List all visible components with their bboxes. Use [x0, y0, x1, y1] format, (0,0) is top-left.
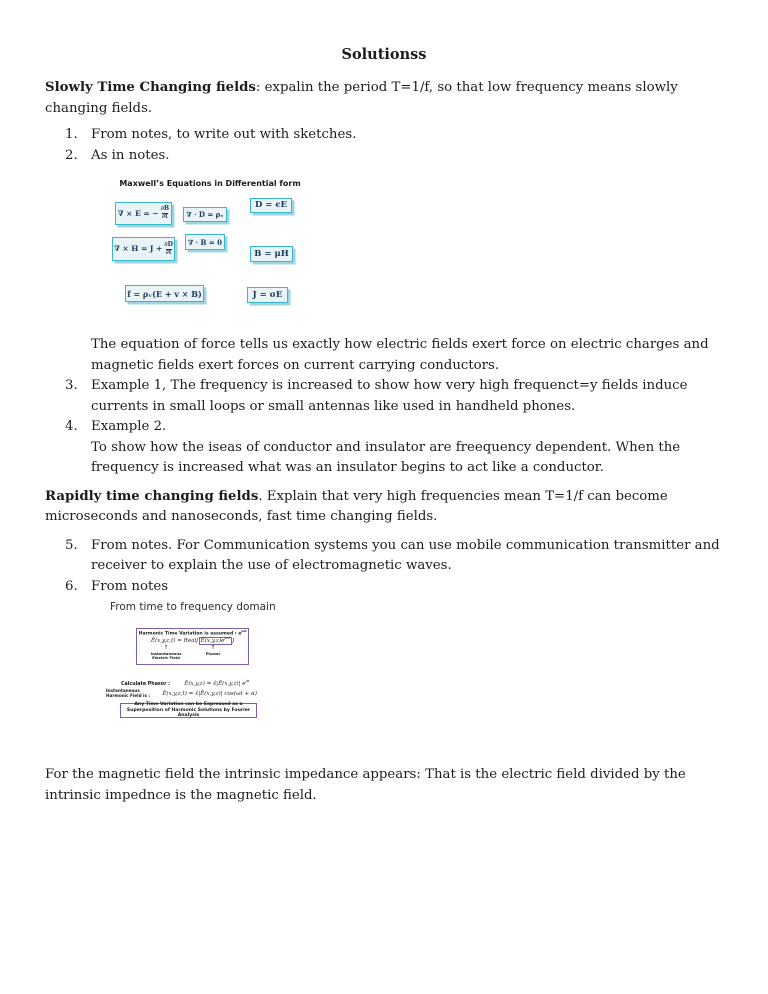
equation-d-epsilon-e: D = ϵE [250, 198, 292, 213]
harmonic-phasor-equation [137, 638, 248, 645]
harmonic-assumption-exponent: jωt [241, 629, 247, 633]
list-item-5-number: 5. [65, 537, 78, 553]
frequency-domain-figure [100, 601, 275, 721]
phasor-term-exponent: jωt [224, 636, 230, 641]
document-title: Solutionss [341, 46, 427, 63]
list-item-6-number: 6. [65, 578, 78, 594]
equation-j-sigma-e: J = σE [247, 287, 288, 303]
list-item-5-text: From notes. For Communication systems you can use mobile communication transmitter and receiver to explain the use of electromagnetic waves. [91, 537, 720, 573]
equation-curl-h-fraction [164, 242, 173, 257]
fourier-analysis-line2: Superposition of Harmonic Solutions by Fourier Analysis [126, 707, 251, 719]
phasor-term-box [199, 636, 235, 645]
paragraph-rapidly-lead: Rapidly time changing fields [45, 488, 259, 504]
calculate-phasor-label: Calculate Phasor : [121, 682, 171, 687]
equation-curl-e-denominator: ∂t [161, 213, 168, 220]
list-item-1-text: From notes, to write out with sketches. [91, 127, 357, 142]
harmonic-equation-post: ] [231, 638, 235, 645]
instantaneous-field-callout [145, 646, 187, 660]
harmonic-variation-box [136, 628, 249, 665]
equation-curl-h-pre: ∇ × H = J + [114, 244, 163, 254]
list-item-4 [45, 417, 723, 438]
instantaneous-field-label-line2: Harmonic Field is : [106, 693, 151, 699]
equation-b-mu-h: B = μH [250, 246, 293, 262]
list-item-2 [45, 146, 723, 167]
list-item-1 [45, 125, 723, 146]
paragraph-intrinsic-impedance: For the magnetic field the intrinsic impedance appears: That is the electric field divided by the intrinsic impednce is the magnetic field. [45, 767, 686, 803]
list-item-6 [45, 577, 723, 598]
instantaneous-label-line1: Instantaneous [150, 650, 182, 656]
calculate-phasor-equation-body: Ē(x,y,z) = x̂|Ē(x,y,z)| e [184, 681, 246, 687]
paragraph-force-explanation: The equation of force tells us exactly how electric fields exert force on electric charges and magnetic fields exert forces on current carrying conductors. [91, 337, 709, 373]
maxwell-equations-figure [95, 176, 325, 317]
equation-curl-h [112, 237, 175, 261]
list-item-3-number: 3. [65, 378, 78, 393]
list-item-5 [45, 536, 723, 577]
list-item-3-text: Example 1, The frequency is increased to show how very high frequenct=y fields induce currents in small loops or small antennas like used in handheld phones. [91, 378, 688, 414]
paragraph-slowly-fields [45, 78, 723, 119]
paragraph-rapidly-rest: . Explain that very high frequencies mean T=1/f can become microseconds and nanoseconds, fast time changing fields. [45, 488, 668, 524]
phasor-callout [195, 646, 231, 656]
equation-curl-e-pre: ∇ × E = − [117, 208, 159, 218]
equation-curl-e-numerator: ∂B [160, 205, 170, 213]
equation-lorentz-force: f = ρᵥ(E + v × B) [125, 285, 204, 302]
up-arrow-icon: ↑ [210, 645, 216, 651]
list-item-4-text: Example 2. [91, 419, 167, 434]
harmonic-assumption-text: Harmonic Time Variation is assumed : e [138, 631, 242, 637]
list-item-4-number: 4. [65, 419, 78, 434]
instantaneous-field-label-line1: Instantaneous [106, 688, 140, 694]
fourier-analysis-box [120, 703, 257, 718]
paragraph-rapidly-fields [45, 487, 723, 528]
instantaneous-label-line2: Electric Field [152, 654, 180, 660]
instantaneous-field-label [106, 689, 150, 699]
phasor-label: Phasor [205, 650, 221, 656]
phasor-term: Ē(x,y,z)e [200, 638, 225, 645]
fourier-analysis-line1: Any Time Variation can be Expressed as a [134, 702, 243, 708]
calculate-phasor-exponent: jα [245, 679, 250, 684]
equation-div-d: ∇ · D = ρᵥ [183, 207, 227, 222]
equation-curl-e [115, 202, 172, 225]
instantaneous-field-equation: Ē(x,y,z,t) = x̂|Ē(x,y,z)| cos(ωt + α) [162, 691, 257, 697]
equation-curl-h-numerator: ∂D [164, 240, 173, 248]
frequency-figure-title: From time to frequency domain [110, 601, 276, 613]
maxwell-figure-title: Maxwell’s Equations in Differential form [119, 179, 301, 188]
list-item-2-text: As in notes. [91, 147, 170, 163]
list-item-1-number: 1. [65, 127, 78, 142]
list-item-6-text: From notes [91, 578, 169, 594]
list-item-2-number: 2. [65, 147, 78, 163]
equation-curl-e-fraction [161, 206, 169, 221]
list-item-4-continuation: To show how the iseas of conductor and insulator are freequency dependent. When the frequency is increased what was an insulator begins to act like a conductor. [91, 439, 681, 475]
harmonic-equation-pre: Ē(x,y,z,t) = Real[ [150, 638, 199, 645]
equation-div-b: ∇ · B = 0 [185, 234, 225, 250]
paragraph-slowly-rest: : expalin the period T=1/f, so that low frequency means slowly changing fields. [45, 80, 678, 116]
list-item-3 [45, 376, 723, 417]
paragraph-slowly-lead: Slowly Time Changing fields [45, 80, 256, 95]
up-arrow-icon: ↑ [163, 645, 169, 651]
equation-curl-h-denominator: ∂t [165, 248, 172, 256]
